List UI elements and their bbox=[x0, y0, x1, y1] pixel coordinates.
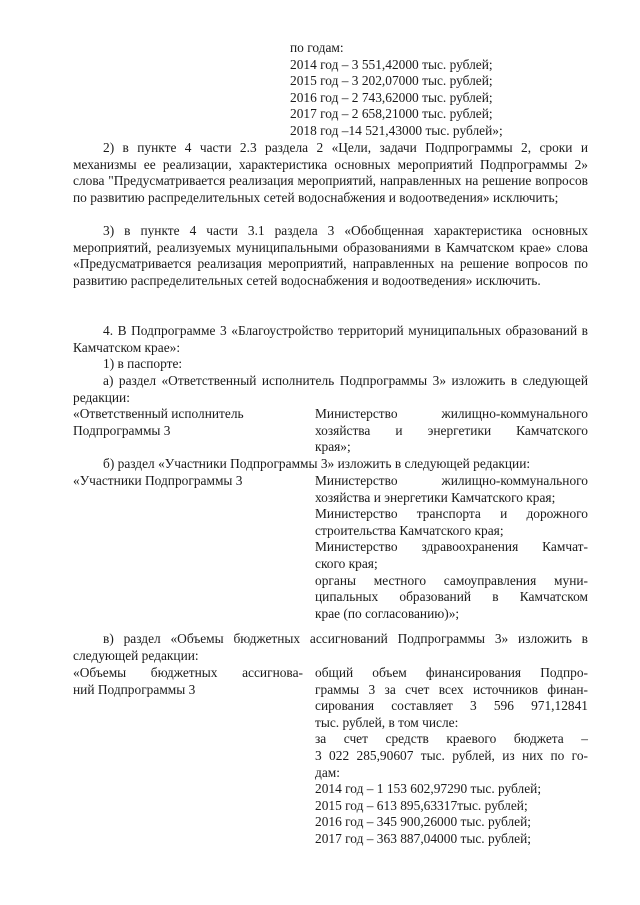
paragraph-text: б) раздел «Участники Подпрограммы 3» изложить в следующей редакции: bbox=[103, 456, 531, 471]
paragraph-subitem-a bbox=[73, 373, 588, 406]
financing-line: 2014 год – 3 551,42000 тыс. рублей; bbox=[290, 56, 493, 72]
row-label: «Ответственный исполнитель Подпрограммы 3 bbox=[73, 406, 244, 438]
paragraph-subitem-b bbox=[73, 456, 588, 473]
paragraph-item-2 bbox=[73, 140, 588, 206]
row-value: Министерство жилищно-коммунального хозяйства и энергетики Камчатского края»; bbox=[315, 406, 588, 455]
paragraph-text: в) раздел «Объемы бюджетных ассигнований Подпрограммы 3» изложить в следующей редакции: bbox=[73, 631, 588, 663]
paragraph-text: а) раздел «Ответственный исполнитель Подпрограммы 3» изложить в следующей редакции: bbox=[73, 373, 588, 405]
row-label: «Объемы бюджетных ассигнова- ний Подпрограммы 3 bbox=[73, 665, 303, 697]
financing-line: 2016 год – 2 743,62000 тыс. рублей; bbox=[290, 89, 493, 105]
paragraph-item-3 bbox=[73, 223, 588, 289]
paragraph-text: 1) в паспорте: bbox=[103, 356, 183, 371]
paragraph-text: 2) в пункте 4 части 2.3 раздела 2 «Цели, задачи Подпрограммы 2, сроки и механизмы ее реализации, характеристика основных мероприятий Подпрограммы 2» слова "Предусматривается реализация мероприятий, направленных на решение вопросов по развитию распределительных сетей водоснабжения и водоотведения» исключить; bbox=[73, 140, 588, 205]
paragraph-subitem-v bbox=[73, 631, 588, 664]
row-value: Министерство жилищно-коммунального хозяйства и энергетики Камчатского края; Министерство транспорта и дорожного строительства Камчатского края; Министерство здравоохранения Камчат- ского края; органы местного самоуправления муни- ципальных образований в Камчатском крае (по согласованию)»; bbox=[315, 473, 588, 621]
paragraph-subitem-1 bbox=[73, 356, 588, 373]
row-label: «Участники Подпрограммы 3 bbox=[73, 473, 243, 488]
paragraph-item-4 bbox=[73, 323, 588, 356]
financing-line: по годам: bbox=[290, 40, 344, 55]
financing-line: 2017 год – 2 658,21000 тыс. рублей; bbox=[290, 106, 493, 122]
row-value: общий объем финансирования Подпро- граммы 3 за счет всех источников финан- сирования составляет 3 596 971,12841 тыс. рублей, в том числе: за счет средств краевого бюджета – 3 022 285,90607 тыс. рублей, из них по го- дам: 2014 год – 1 153 602,97290 тыс. рублей; 2015 год – 613 895,63317тыс. рублей; 2016 год – 345 900,26000 тыс. рублей; 2017 год – 363 887,04000 тыс. рублей; bbox=[315, 665, 588, 846]
financing-by-year-list bbox=[290, 40, 620, 140]
financing-line: 2018 год –14 521,43000 тыс. рублей»; bbox=[290, 122, 503, 138]
paragraph-text: 3) в пункте 4 части 3.1 раздела 3 «Обобщенная характеристика основных мероприятий, реализуемых муниципальными образованиями в Камчатском крае» слова «Предусматривается реализация мероприятий, направленных на решение вопросов по развитию распределительных сетей водоснабжения и водоотведения» исключить. bbox=[73, 223, 588, 288]
paragraph-text: 4. В Подпрограмме 3 «Благоустройство территорий муниципальных образований в Камчатском крае»: bbox=[73, 323, 588, 355]
financing-line: 2015 год – 3 202,07000 тыс. рублей; bbox=[290, 73, 493, 89]
